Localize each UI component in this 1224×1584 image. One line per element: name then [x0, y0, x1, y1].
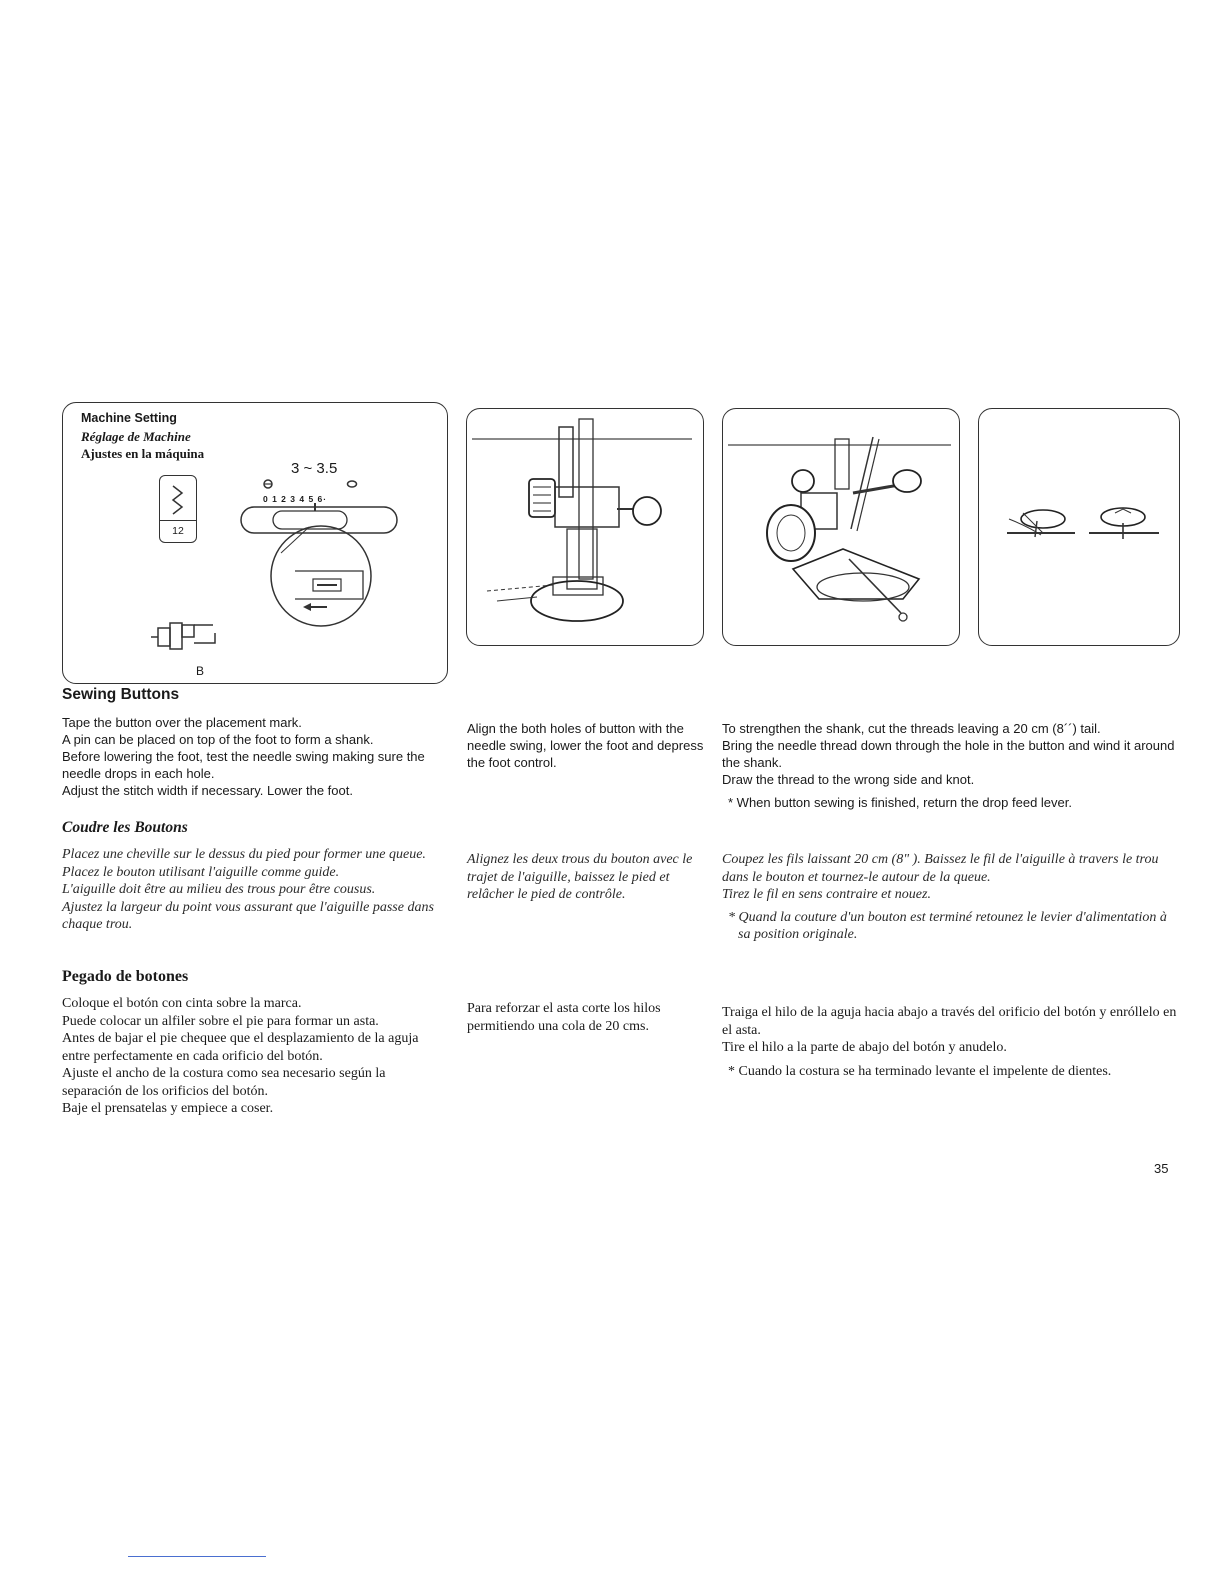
heading-coudre-les-boutons: Coudre les Boutons [62, 819, 188, 836]
shank-illustration [722, 408, 960, 646]
fr-col3-line: Tirez le fil en sens contraire et nouez. [722, 887, 931, 902]
es-col3-note [722, 1063, 1182, 1081]
es-col2-text: Para reforzar el asta corte los hilos permitiendo una cola de 20 cms. [467, 1001, 661, 1034]
es-col3-note-text: Cuando la costura se ha terminado levante el impelente de dientes. [738, 1063, 1112, 1079]
en-col1 [62, 714, 448, 799]
width-dial-diagram [63, 403, 449, 685]
thread-knot-illustration [978, 408, 1180, 646]
en-col1-line: A pin can be placed on top of the foot to form a shank. [62, 732, 374, 747]
fr-col2 [467, 851, 707, 904]
en-col1-line: Adjust the stitch width if necessary. Lower the foot. [62, 783, 353, 798]
button-placement-illustration [466, 408, 704, 646]
button-thread-drawing [979, 409, 1181, 647]
presser-foot-label: B [196, 664, 205, 678]
width-scale-labels: 0 1 2 3 4 5 6· [263, 494, 328, 504]
foot-and-pin-drawing [723, 409, 961, 647]
fr-col3 [722, 851, 1182, 944]
es-col2 [467, 1000, 707, 1035]
stitch-width-range: 3 ~ 3.5 [291, 460, 338, 477]
heading-pegado-de-botones: Pegado de botones [62, 968, 189, 985]
en-col1-line: Tape the button over the placement mark. [62, 715, 302, 730]
en-col3-line: Draw the thread to the wrong side and knot. [722, 772, 975, 787]
bullet-asterisk: * [728, 1063, 739, 1079]
es-col1-line: Ajuste el ancho de la costura como sea necesario según la separación de los orificios del botón. [62, 1066, 386, 1099]
fr-col3-line: Coupez les fils laissant 20 cm (8" ). Baissez le fil de l'aiguille à travers le trou dans le bouton et tournez-le autour de la queue. [722, 852, 1159, 885]
machine-setting-panel [62, 402, 448, 684]
fr-col1-line: Placez une cheville sur le dessus du pied pour former une queue. [62, 847, 426, 862]
en-col2-text: Align the both holes of button with the needle swing, lower the foot and depress the foot control. [467, 721, 704, 770]
footer-link-line [128, 1556, 266, 1557]
fr-col1 [62, 846, 448, 934]
en-col1-line: Before lowering the foot, test the needle swing making sure the needle drops in each hole. [62, 749, 425, 781]
fr-col2-text: Alignez les deux trous du bouton avec le trajet de l'aiguille, baissez le pied et relâcher le pied de contrôle. [467, 852, 693, 902]
fr-col1-line: L'aiguille doit être au milieu des trous pour être cousus. [62, 882, 376, 897]
es-col1 [62, 995, 448, 1118]
es-col3-line: Traiga el hilo de la aguja hacia abajo a través del orificio del botón y enróllelo en el asta. [722, 1005, 1177, 1038]
machine-setting-title-fr: Réglage de Machine [81, 429, 191, 444]
page-number: 35 [1154, 1161, 1169, 1176]
pattern-number: 12 [172, 525, 184, 537]
es-col1-line: Baje el prensatelas y empiece a coser. [62, 1101, 274, 1116]
fr-col3-note-text: Quand la couture d'un bouton est terminé retounez le levier d'alimentation à sa position originale. [738, 909, 1167, 942]
es-col1-line: Puede colocar un alfiler sobre el pie para formar un asta. [62, 1013, 379, 1029]
fr-col1-line: Placez le bouton utilisant l'aiguille comme guide. [62, 864, 340, 880]
machine-setting-title-es: Ajustes en la máquina [81, 446, 205, 461]
bullet-asterisk: * [728, 795, 737, 810]
bullet-asterisk: * [728, 909, 739, 925]
machine-setting-title-en: Machine Setting [81, 411, 177, 425]
en-col3-note-text: When button sewing is finished, return the drop feed lever. [736, 795, 1072, 810]
fr-col3-note [722, 909, 1182, 944]
es-col3-line: Tire el hilo a la parte de abajo del botón y anudelo. [722, 1040, 1007, 1055]
es-col3 [722, 1004, 1182, 1080]
en-col3-note [722, 794, 1182, 811]
heading-sewing-buttons: Sewing Buttons [62, 686, 180, 703]
fr-col1-line: Ajustez la largeur du point vous assurant que l'aiguille passe dans chaque trou. [62, 899, 434, 932]
presser-foot-drawing [467, 409, 705, 647]
presser-foot-b-icon [151, 623, 215, 649]
en-col3 [722, 720, 1182, 811]
en-col3-line: Bring the needle thread down through the hole in the button and wind it around the shank. [722, 738, 1175, 770]
es-col1-line: Antes de bajar el pie chequee que el desplazamiento de la aguja entre perfectamente en cada orificio del botón. [62, 1031, 419, 1064]
en-col3-line: To strengthen the shank, cut the threads leaving a 20 cm (8´´) tail. [722, 721, 1101, 736]
es-col1-line: Coloque el botón con cinta sobre la marca. [62, 996, 302, 1011]
en-col2 [467, 720, 707, 771]
